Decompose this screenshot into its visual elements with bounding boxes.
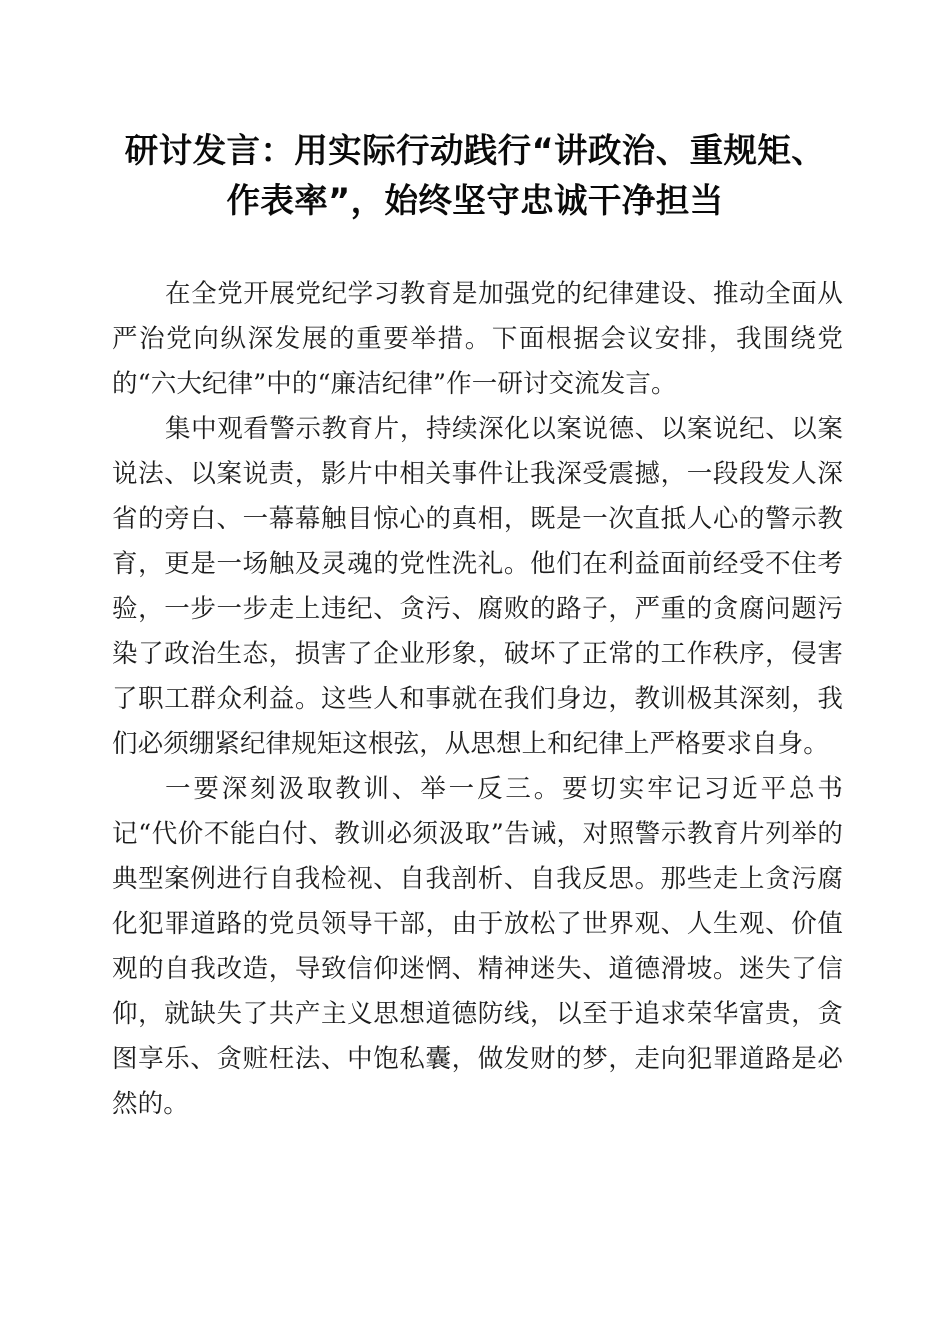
body-paragraph: 集中观看警示教育片，持续深化以案说德、以案说纪、以案说法、以案说责，影片中相关事件让我深受震撼，一段段发人深省的旁白、一幕幕触目惊心的真相，既是一次直抵人心的警示教育，更是一场触及灵魂的党性洗礼。他们在利益面前经受不住考验，一步一步走上违纪、贪污、腐败的路子，严重的贪腐问题污染了政治生态，损害了企业形象，破坏了正常的工作秩序，侵害了职工群众利益。这些人和事就在我们身边，教训极其深刻，我们必须绷紧纪律规矩这根弦，从思想上和纪律上严格要求自身。 bbox=[112, 414, 843, 759]
page-title-line-2: 作表率”，始终坚守忠诚干净担当 bbox=[226, 181, 724, 220]
page-title bbox=[107, 126, 843, 226]
body-paragraph: 在全党开展党纪学习教育是加强党的纪律建设、推动全面从严治党向纵深发展的重要举措。下面根据会议安排，我围绕党的“六大纪律”中的“廉洁纪律”作一研讨交流发言。 bbox=[112, 279, 843, 399]
document-body bbox=[112, 272, 843, 1127]
page-title-line-1: 研讨发言：用实际行动践行“讲政治、重规矩、 bbox=[124, 131, 826, 170]
body-paragraph: 一要深刻汲取教训、举一反三。要切实牢记习近平总书记“代价不能白付、教训必须汲取”告诫，对照警示教育片列举的典型案例进行自我检视、自我剖析、自我反思。那些走上贪污腐化犯罪道路的党员领导干部，由于放松了世界观、人生观、价值观的自我改造，导致信仰迷惘、精神迷失、道德滑坡。迷失了信仰，就缺失了共产主义思想道德防线，以至于追求荣华富贵，贪图享乐、贪赃枉法、中饱私囊，做发财的梦，走向犯罪道路是必然的。 bbox=[112, 774, 843, 1119]
